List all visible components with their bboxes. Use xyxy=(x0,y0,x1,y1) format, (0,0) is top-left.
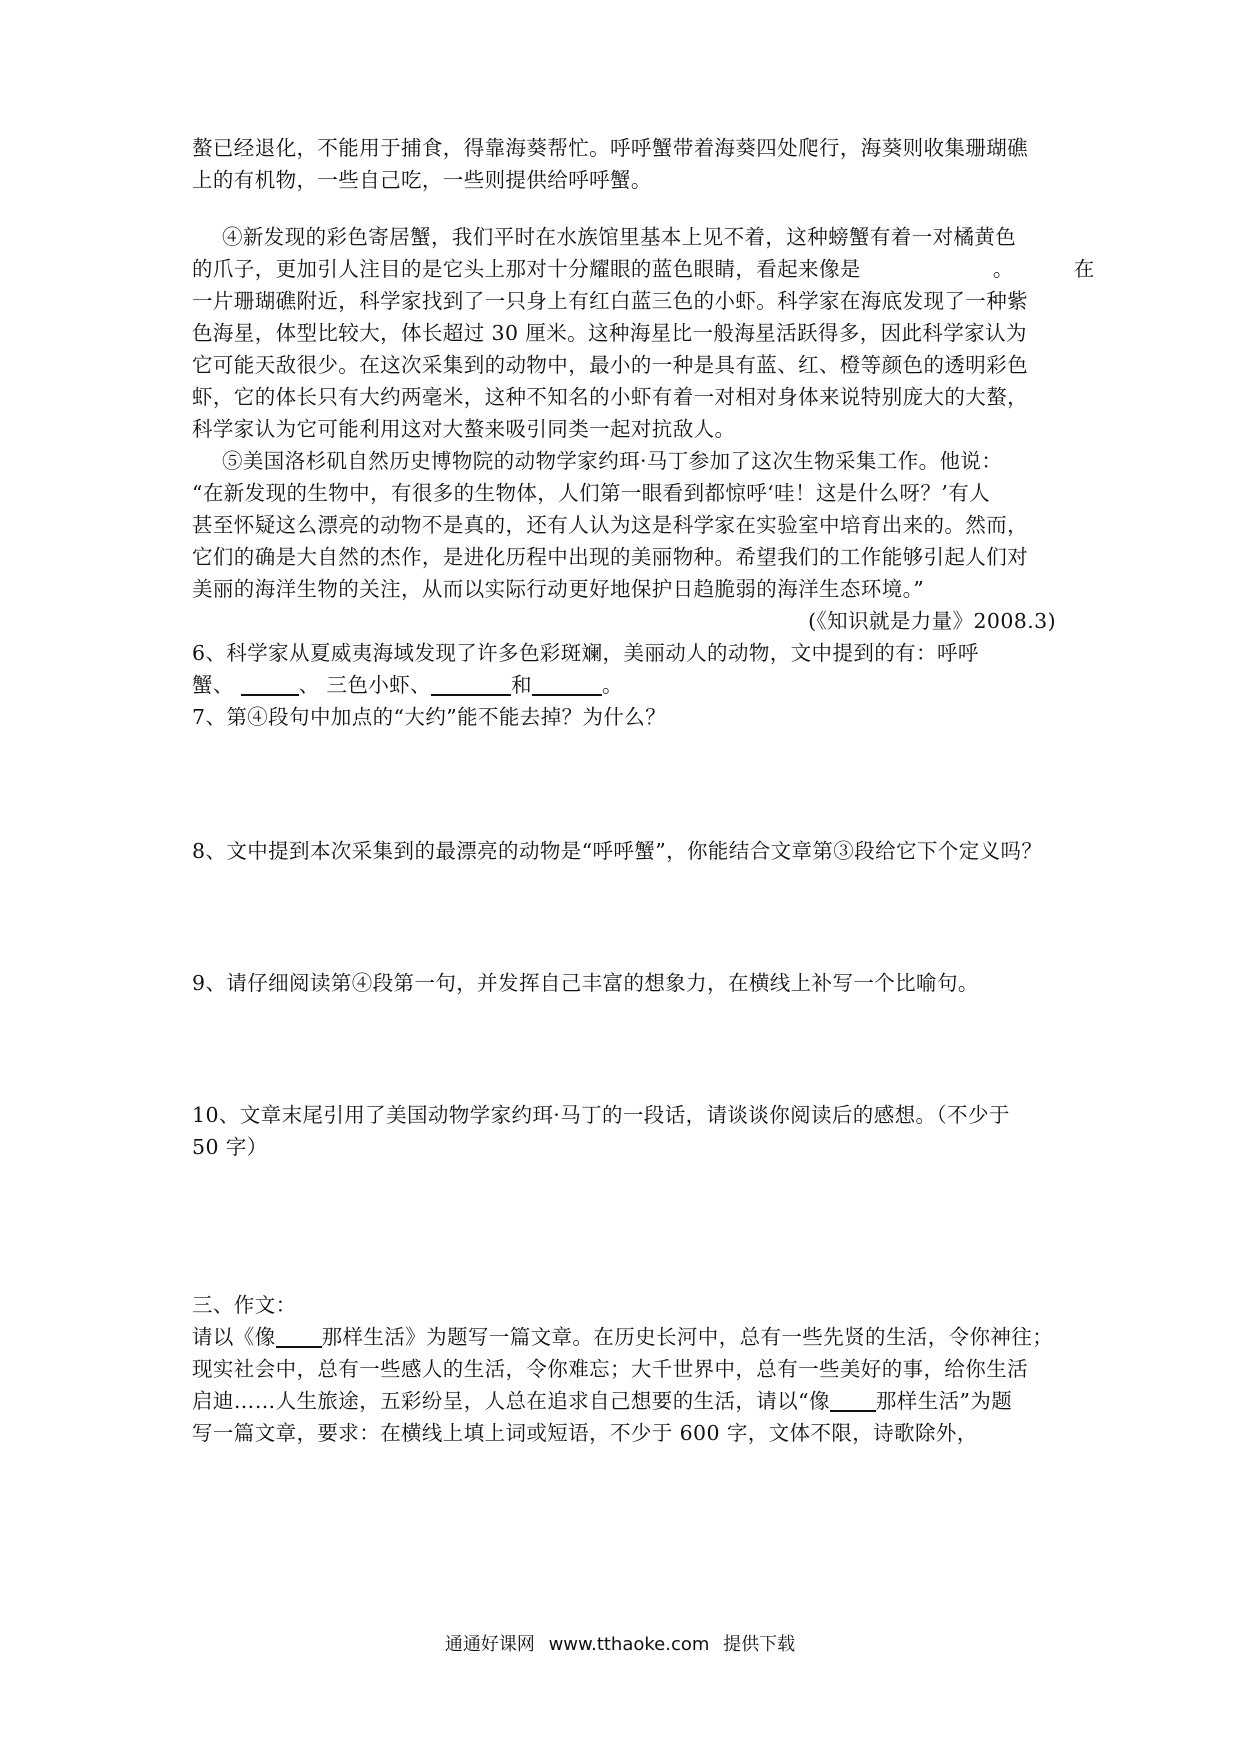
footer-url[interactable]: www.tthaoke.com xyxy=(548,1634,710,1655)
footer-suffix: 提供下载 xyxy=(723,1634,796,1655)
question-6-text: 。 xyxy=(601,673,623,697)
paragraph-4-text: 的爪子，更加引人注目的是它头上那对十分耀眼的蓝色眼睛，看起来像是 xyxy=(192,257,861,281)
question-8: 8、文中提到本次采集到的最漂亮的动物是“呼呼蟹”，你能结合文章第③段给它下个定义吗？ xyxy=(192,839,1043,863)
composition-line: 现实社会中，总有一些感人的生活，令你难忘；大千世界中，总有一些美好的事，给你生活 xyxy=(192,1357,1028,1381)
paragraph-4-text: 在 xyxy=(1073,257,1095,281)
question-6-text: 、 三色小虾、 xyxy=(298,673,432,697)
page-footer xyxy=(0,1632,1240,1658)
answer-blank[interactable] xyxy=(241,672,299,696)
question-6-text: 和 xyxy=(511,673,532,697)
question-7: 7、第④段句中加点的“大约”能不能去掉？为什么？ xyxy=(192,705,667,729)
passage-line: 上的有机物，一些自己吃，一些则提供给呼呼蟹。 xyxy=(192,168,652,192)
question-6-blanks xyxy=(192,670,623,700)
section-heading: 三、作文： xyxy=(192,1293,297,1317)
answer-blank[interactable] xyxy=(431,672,511,696)
paragraph-4-line: 它可能天敌很少。在这次采集到的动物中，最小的一种是具有蓝、红、橙等颜色的透明彩色 xyxy=(192,353,1028,377)
question-6: 6、科学家从夏威夷海域发现了许多色彩斑斓，美丽动人的动物，文中提到的有：呼呼 xyxy=(192,641,979,665)
composition-line xyxy=(192,1322,1053,1352)
paragraph-4-line: 色海星，体型比较大，体长超过 30 厘米。这种海星比一般海星活跃得多，因此科学家认为 xyxy=(192,321,1027,345)
title-blank[interactable] xyxy=(276,1324,322,1348)
composition-line: 写一篇文章，要求：在横线上填上词或短语，不少于 600 字，文体不限，诗歌除外， xyxy=(192,1421,978,1445)
paragraph-5-line: 甚至怀疑这么漂亮的动物不是真的，还有人认为这是科学家在实验室中培育出来的。然而， xyxy=(192,513,1028,537)
composition-text: 那样生活”为题 xyxy=(875,1389,1013,1413)
composition-text: 请以《像 xyxy=(192,1325,276,1349)
paragraph-5-line: “在新发现的生物中，有很多的生物体，人们第一眼看到都惊呼‘哇！这是什么呀？’有人 xyxy=(192,481,991,505)
paragraph-5-line: 它们的确是大自然的杰作，是进化历程中出现的美丽物种。希望我们的工作能够引起人们对 xyxy=(192,545,1028,569)
answer-blank[interactable] xyxy=(532,672,602,696)
paragraph-4-line: 一片珊瑚礁附近，科学家找到了一只身上有红白蓝三色的小虾。科学家在海底发现了一种紫 xyxy=(192,289,1028,313)
paragraph-4-line xyxy=(192,254,1095,284)
paragraph-5-line: 美丽的海洋生物的关注，从而以实际行动更好地保护日趋脆弱的海洋生态环境。” xyxy=(192,577,925,601)
question-10: 50 字） xyxy=(192,1135,268,1159)
source-citation: (《知识就是力量》2008.3) xyxy=(808,609,1056,633)
paragraph-4-text: 。 xyxy=(992,257,1014,281)
composition-text: 那样生活》为题写一篇文章。在历史长河中，总有一些先贤的生活，令你神往； xyxy=(321,1325,1054,1349)
paragraph-4-line: 虾，它的体长只有大约两毫米，这种不知名的小虾有着一对相对身体来说特别庞大的大螯， xyxy=(192,385,1028,409)
paragraph-4-line: ④新发现的彩色寄居蟹，我们平时在水族馆里基本上见不着，这种螃蟹有着一对橘黄色 xyxy=(222,225,1017,249)
question-10: 10、文章末尾引用了美国动物学家约珥·马丁的一段话，请谈谈你阅读后的感想。（不少于 xyxy=(192,1103,1010,1127)
paragraph-5-line: ⑤美国洛杉矶自然历史博物院的动物学家约珥·马丁参加了这次生物采集工作。他说： xyxy=(222,449,1003,473)
composition-line xyxy=(192,1386,1012,1416)
footer-site: 通通好课网 xyxy=(444,1634,535,1655)
paragraph-4-line: 科学家认为它可能利用这对大螯来吸引同类一起对抗敌人。 xyxy=(192,417,736,441)
question-9: 9、请仔细阅读第④段第一句，并发挥自己丰富的想象力，在横线上补写一个比喻句。 xyxy=(192,971,979,995)
title-blank[interactable] xyxy=(830,1388,876,1412)
composition-text: 启迪……人生旅途，五彩纷呈，人总在追求自己想要的生活，请以“像 xyxy=(192,1389,830,1413)
question-6-text: 蟹、 xyxy=(192,673,234,697)
passage-line: 螯已经退化，不能用于捕食，得靠海葵帮忙。呼呼蟹带着海葵四处爬行，海葵则收集珊瑚礁 xyxy=(192,136,1028,160)
